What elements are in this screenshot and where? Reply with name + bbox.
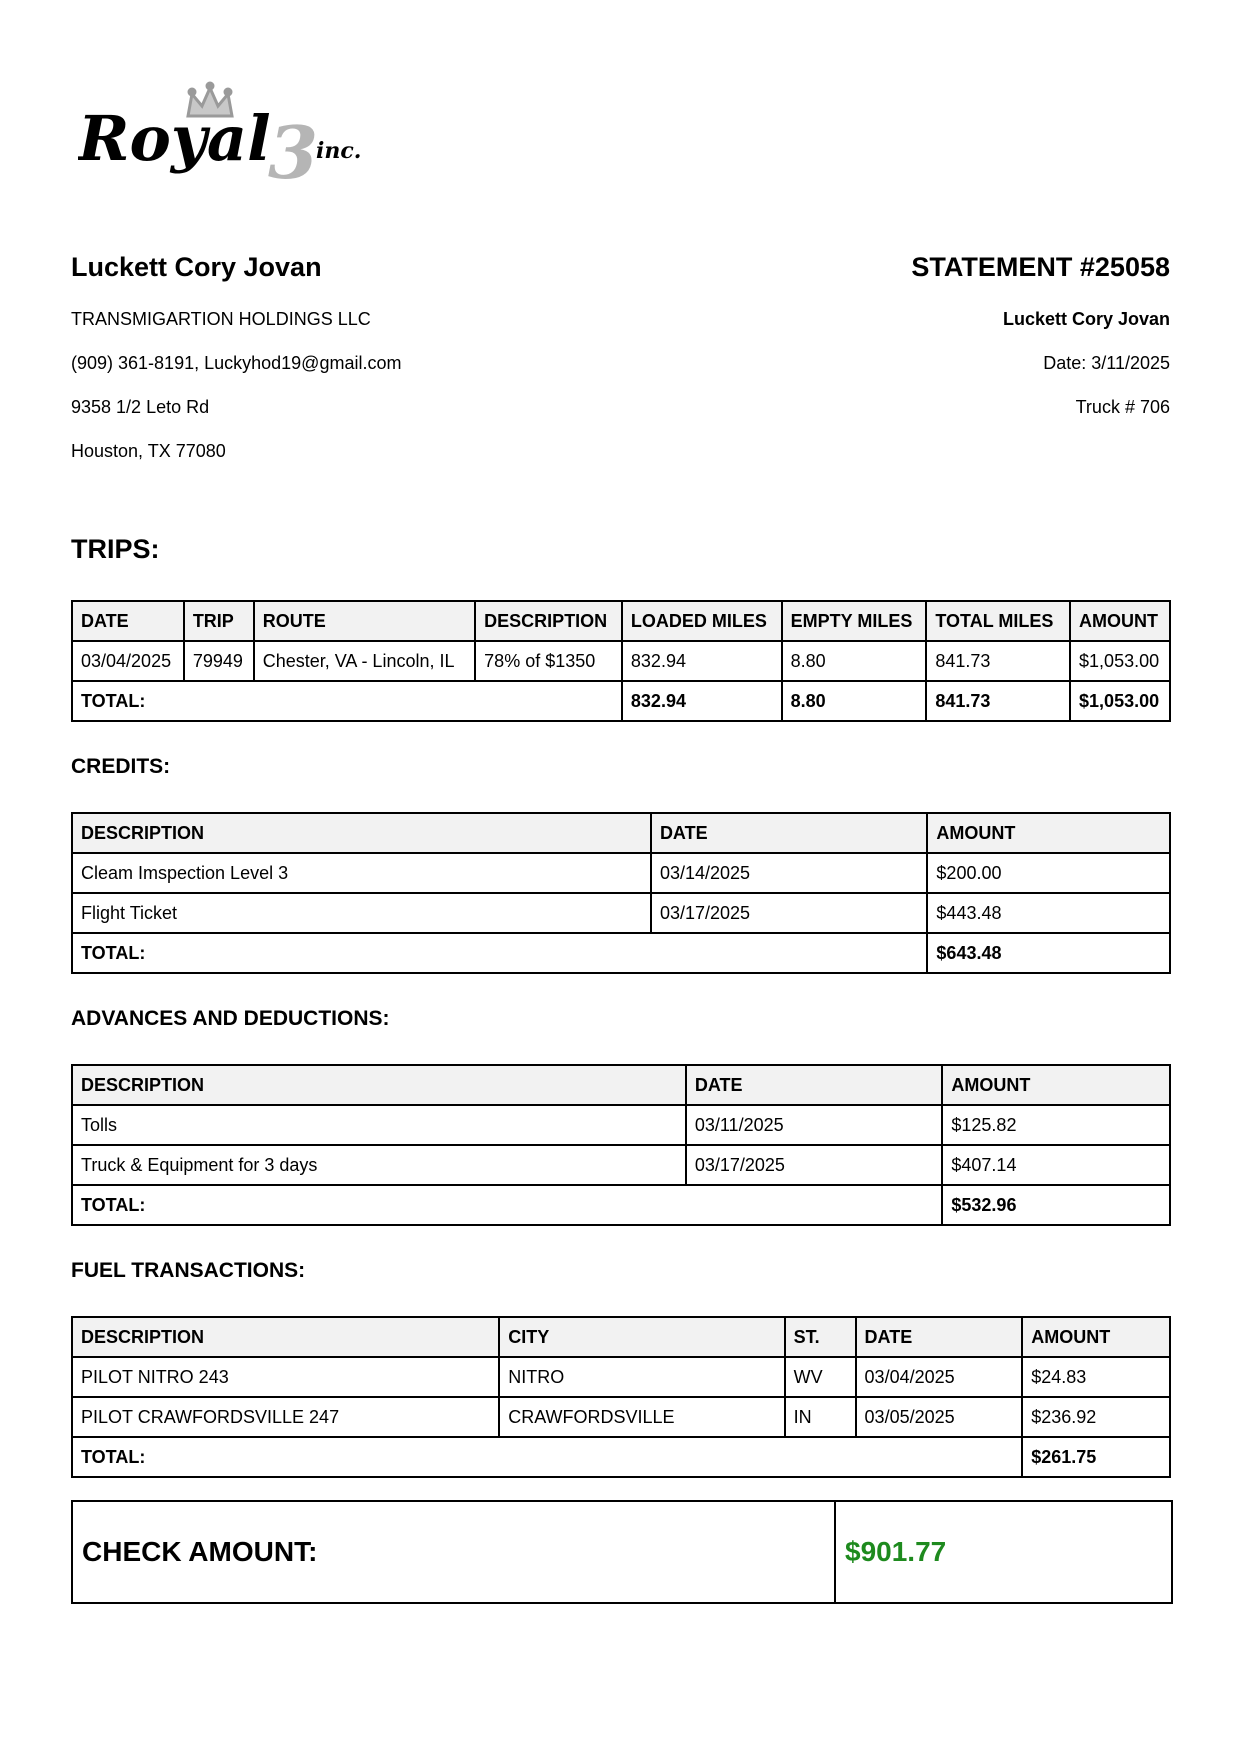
statement-info bbox=[670, 250, 1170, 417]
table-cell: CRAWFORDSVILLE bbox=[499, 1397, 784, 1437]
column-header: DATE bbox=[72, 601, 184, 641]
table-header-row bbox=[72, 601, 1170, 641]
total-label: TOTAL: bbox=[72, 681, 622, 721]
total-row bbox=[72, 933, 1170, 973]
driver-address-line2: Houston, TX 77080 bbox=[71, 441, 226, 461]
table-cell: 841.73 bbox=[926, 641, 1070, 681]
statement-name: Luckett Cory Jovan bbox=[1002, 309, 1170, 329]
total-amount: $1,053.00 bbox=[1070, 681, 1170, 721]
column-header: DATE bbox=[686, 1065, 943, 1105]
credits-table bbox=[71, 812, 1171, 974]
logo-suffix: inc. bbox=[316, 138, 362, 164]
table-row bbox=[72, 1357, 1170, 1397]
column-header: DESCRIPTION bbox=[72, 813, 651, 853]
driver-address-line1: 9358 1/2 Leto Rd bbox=[71, 397, 210, 417]
statement-date: Date: 3/11/2025 bbox=[1043, 353, 1170, 373]
fuel-table bbox=[71, 1316, 1171, 1478]
trips-table bbox=[71, 600, 1171, 722]
table-cell: 03/04/2025 bbox=[72, 641, 184, 681]
table-row bbox=[72, 1145, 1170, 1185]
total-amount: $261.75 bbox=[1022, 1437, 1170, 1477]
table-cell: $443.48 bbox=[927, 893, 1170, 933]
table-cell: $407.14 bbox=[942, 1145, 1170, 1185]
table-cell: 03/17/2025 bbox=[686, 1145, 943, 1185]
column-header: AMOUNT bbox=[1022, 1317, 1170, 1357]
column-header: TOTAL MILES bbox=[926, 601, 1070, 641]
column-header: DATE bbox=[856, 1317, 1023, 1357]
table-row bbox=[72, 893, 1170, 933]
credits-title: CREDITS: bbox=[71, 755, 171, 778]
driver-name: Luckett Cory Jovan bbox=[71, 252, 322, 282]
table-header-row bbox=[72, 1065, 1170, 1105]
column-header: DATE bbox=[651, 813, 927, 853]
table-cell: 79949 bbox=[184, 641, 254, 681]
statement-title: STATEMENT #25058 bbox=[911, 252, 1170, 282]
table-row bbox=[72, 641, 1170, 681]
table-cell: 03/14/2025 bbox=[651, 853, 927, 893]
column-header: AMOUNT bbox=[927, 813, 1170, 853]
column-header: AMOUNT bbox=[1070, 601, 1170, 641]
total-label: TOTAL: bbox=[72, 933, 927, 973]
table-cell: 03/11/2025 bbox=[686, 1105, 943, 1145]
table-cell: PILOT NITRO 243 bbox=[72, 1357, 499, 1397]
table-cell: $24.83 bbox=[1022, 1357, 1170, 1397]
statement-truck: Truck # 706 bbox=[1075, 397, 1170, 417]
table-cell: NITRO bbox=[499, 1357, 784, 1397]
column-header: LOADED MILES bbox=[622, 601, 782, 641]
driver-contact: (909) 361-8191, Luckyhod19@gmail.com bbox=[71, 353, 402, 373]
check-amount-box bbox=[71, 1500, 1173, 1604]
table-cell: 78% of $1350 bbox=[475, 641, 622, 681]
table-cell: Tolls bbox=[72, 1105, 686, 1145]
column-header: AMOUNT bbox=[942, 1065, 1170, 1105]
fuel-title: FUEL TRANSACTIONS: bbox=[71, 1259, 306, 1282]
total-label: TOTAL: bbox=[72, 1437, 1022, 1477]
check-amount-label: CHECK AMOUNT: bbox=[73, 1502, 836, 1602]
column-header: EMPTY MILES bbox=[782, 601, 927, 641]
table-cell: Truck & Equipment for 3 days bbox=[72, 1145, 686, 1185]
table-cell: 03/05/2025 bbox=[856, 1397, 1023, 1437]
table-cell: Chester, VA - Lincoln, IL bbox=[254, 641, 475, 681]
total-amount: $643.48 bbox=[927, 933, 1170, 973]
total-row bbox=[72, 1437, 1170, 1477]
table-cell: 03/17/2025 bbox=[651, 893, 927, 933]
deductions-title: ADVANCES AND DEDUCTIONS: bbox=[71, 1007, 390, 1030]
column-header: DESCRIPTION bbox=[72, 1065, 686, 1105]
column-header: ST. bbox=[785, 1317, 856, 1357]
table-cell: Flight Ticket bbox=[72, 893, 651, 933]
table-cell: $1,053.00 bbox=[1070, 641, 1170, 681]
total-loaded-miles: 832.94 bbox=[622, 681, 782, 721]
column-header: TRIP bbox=[184, 601, 254, 641]
check-amount-value: $901.77 bbox=[845, 1536, 947, 1567]
driver-info bbox=[71, 250, 571, 470]
table-cell: 03/04/2025 bbox=[856, 1357, 1023, 1397]
table-cell: 832.94 bbox=[622, 641, 782, 681]
table-row bbox=[72, 1397, 1170, 1437]
total-miles: 841.73 bbox=[926, 681, 1070, 721]
column-header: ROUTE bbox=[254, 601, 475, 641]
table-row bbox=[72, 1105, 1170, 1145]
total-row bbox=[72, 1185, 1170, 1225]
total-row bbox=[72, 681, 1170, 721]
table-cell: IN bbox=[785, 1397, 856, 1437]
table-cell: PILOT CRAWFORDSVILLE 247 bbox=[72, 1397, 499, 1437]
table-cell: WV bbox=[785, 1357, 856, 1397]
trips-title: TRIPS: bbox=[71, 534, 160, 564]
table-cell: $125.82 bbox=[942, 1105, 1170, 1145]
deductions-table bbox=[71, 1064, 1171, 1226]
table-header-row bbox=[72, 813, 1170, 853]
table-cell: $236.92 bbox=[1022, 1397, 1170, 1437]
logo-main-text: Royal bbox=[78, 102, 271, 175]
column-header: CITY bbox=[499, 1317, 784, 1357]
table-cell: Cleam Imspection Level 3 bbox=[72, 853, 651, 893]
column-header: DESCRIPTION bbox=[72, 1317, 499, 1357]
table-header-row bbox=[72, 1317, 1170, 1357]
total-label: TOTAL: bbox=[72, 1185, 942, 1225]
logo-numeral: 3 bbox=[268, 110, 319, 188]
total-amount: $532.96 bbox=[942, 1185, 1170, 1225]
driver-company: TRANSMIGARTION HOLDINGS LLC bbox=[71, 309, 371, 329]
table-row bbox=[72, 853, 1170, 893]
column-header: DESCRIPTION bbox=[475, 601, 622, 641]
company-logo bbox=[78, 78, 378, 188]
royal3-logo-graphic bbox=[78, 78, 378, 188]
total-empty-miles: 8.80 bbox=[782, 681, 927, 721]
table-cell: $200.00 bbox=[927, 853, 1170, 893]
table-cell: 8.80 bbox=[782, 641, 927, 681]
